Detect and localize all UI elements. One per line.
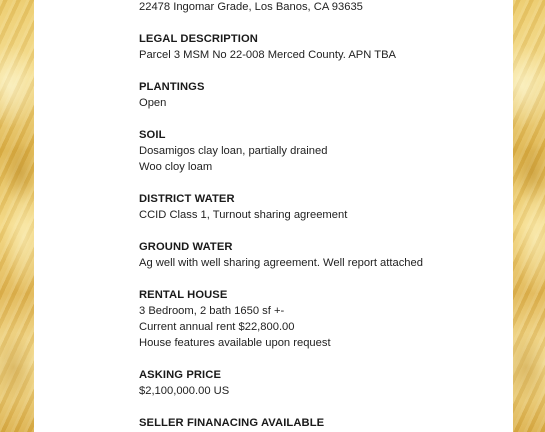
soil-text-1: Dosamigos clay loan, partially drained bbox=[139, 145, 328, 157]
soil-text-2: Woo cloy loam bbox=[139, 161, 213, 173]
district-water-section bbox=[139, 191, 499, 223]
ground-water-text: Ag well with well sharing agreement. Well report attached bbox=[139, 257, 423, 269]
soil-heading: SOIL bbox=[139, 129, 166, 141]
rental-house-section bbox=[139, 287, 499, 351]
soil-section bbox=[139, 127, 499, 175]
gold-foil-border-left bbox=[0, 0, 34, 432]
legal-description-section bbox=[139, 31, 499, 63]
district-water-heading: DISTRICT WATER bbox=[139, 193, 235, 205]
plantings-heading: PLANTINGS bbox=[139, 81, 205, 93]
district-water-text: CCID Class 1, Turnout sharing agreement bbox=[139, 209, 348, 221]
plantings-text: Open bbox=[139, 97, 167, 109]
legal-description-text: Parcel 3 MSM No 22-008 Merced County. APN TBA bbox=[139, 49, 397, 61]
ground-water-section bbox=[139, 239, 499, 271]
asking-price-text: $2,100,000.00 US bbox=[139, 385, 230, 397]
property-address: 22478 Ingomar Grade, Los Banos, CA 93635 bbox=[139, 1, 363, 13]
rental-house-text-1: 3 Bedroom, 2 bath 1650 sf +- bbox=[139, 305, 285, 317]
plantings-section bbox=[139, 79, 499, 111]
rental-house-heading: RENTAL HOUSE bbox=[139, 289, 228, 301]
rental-house-text-3: House features available upon request bbox=[139, 337, 331, 349]
gold-foil-border-right bbox=[513, 0, 545, 432]
seller-financing-heading: SELLER FINANACING AVAILABLE bbox=[139, 417, 325, 429]
rental-house-text-2: Current annual rent $22,800.00 bbox=[139, 321, 295, 333]
ground-water-heading: GROUND WATER bbox=[139, 241, 233, 253]
asking-price-section bbox=[139, 367, 499, 399]
asking-price-heading: ASKING PRICE bbox=[139, 369, 222, 381]
legal-description-heading: LEGAL DESCRIPTION bbox=[139, 33, 258, 45]
property-details bbox=[139, 0, 499, 431]
seller-financing-section bbox=[139, 415, 499, 431]
